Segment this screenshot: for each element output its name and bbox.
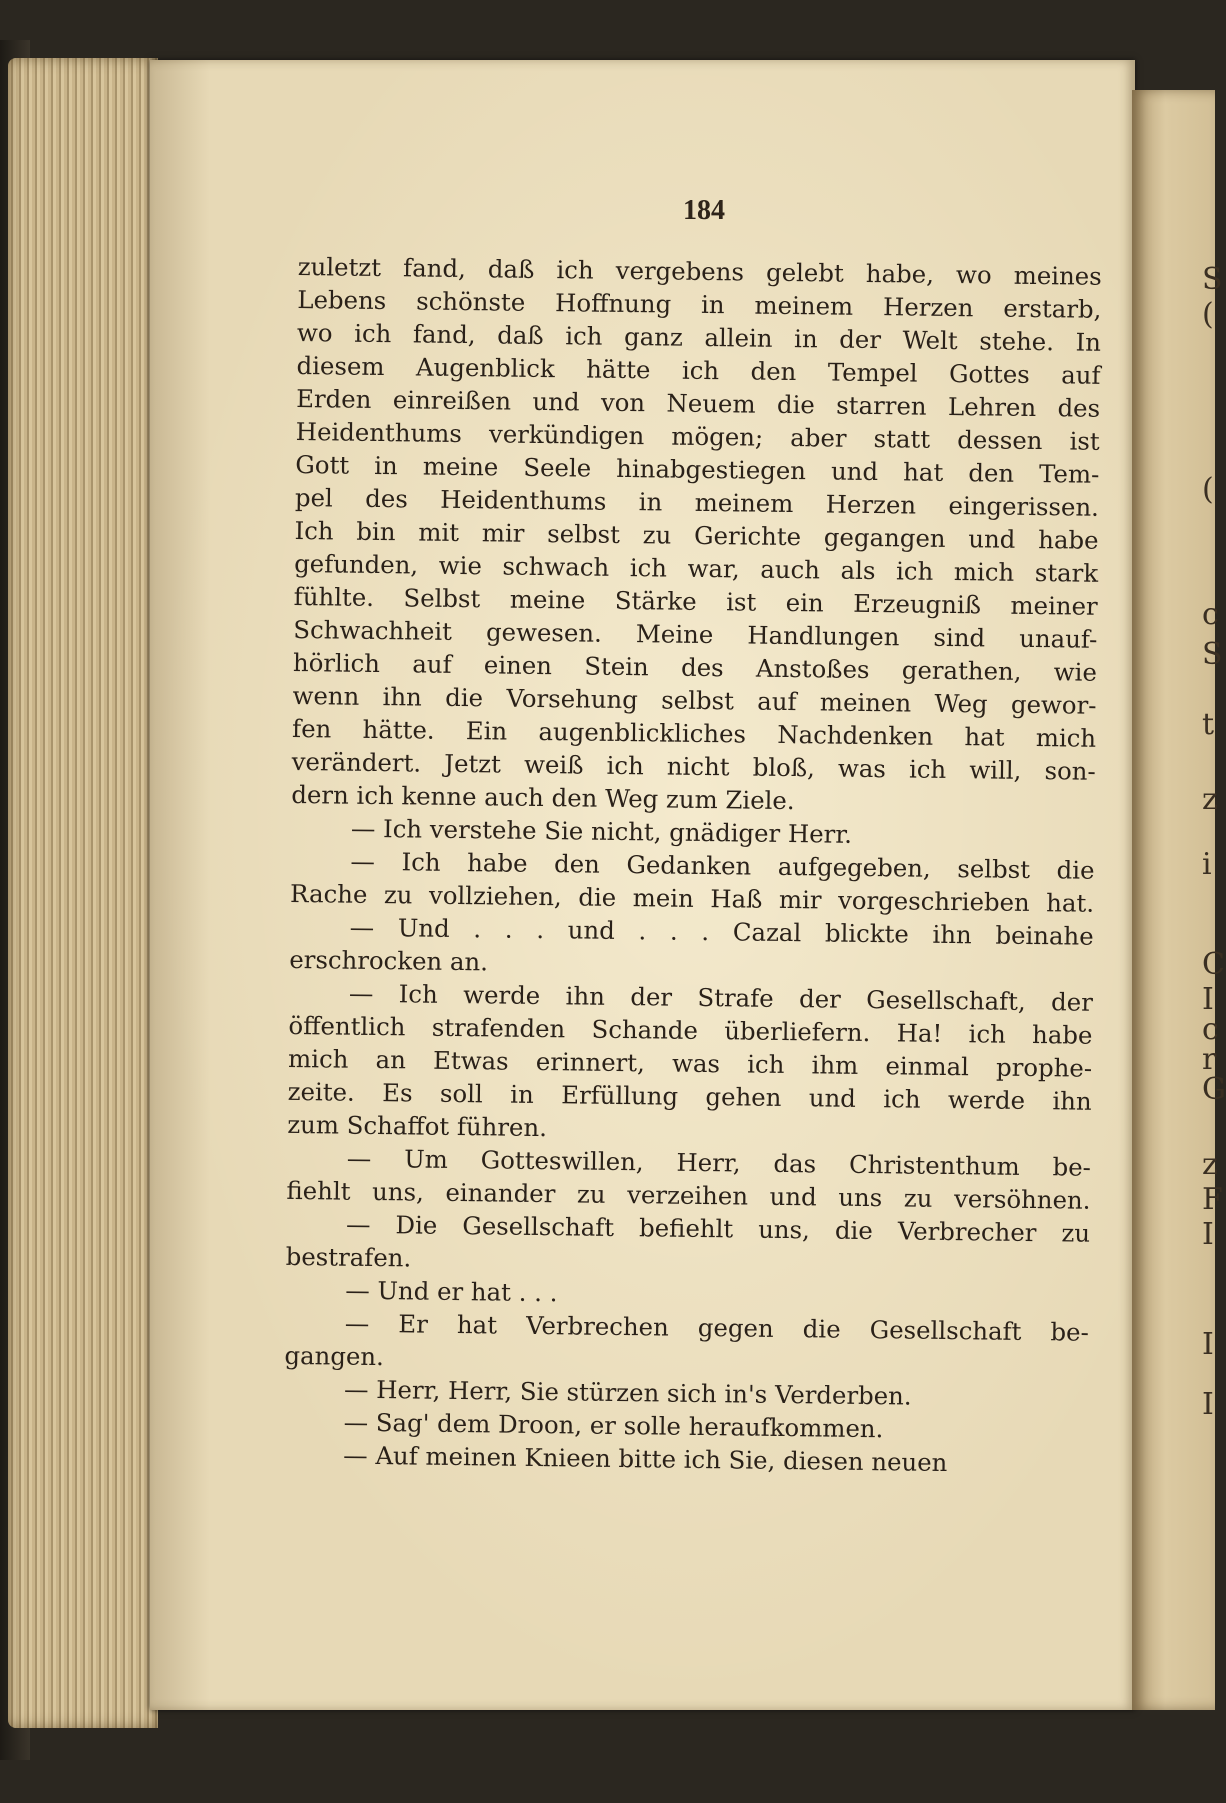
facing-fragment: c xyxy=(1202,597,1219,632)
text-line: hörlich auf einen Stein des Anstoßes gerathen, wie xyxy=(292,647,1098,687)
text-line: zuletzt fand, daß ich vergebens gelebt habe, wo meines xyxy=(297,251,1102,291)
text-line: Lebens schönste Hoffnung in meinem Herzen erstarb, xyxy=(297,284,1102,324)
text-line: wenn ihn die Vorsehung selbst auf meinen Weg gewor- xyxy=(292,680,1097,720)
text-line: fiehlt uns, einander zu verzeihen und uns zu versöhnen. xyxy=(286,1175,1091,1215)
facing-fragment: c xyxy=(1202,1012,1219,1047)
facing-fragment: S xyxy=(1202,637,1223,672)
facing-fragment: t xyxy=(1202,707,1215,742)
text-line: gefunden, wie schwach ich war, auch als ich mich stark xyxy=(293,548,1099,588)
text-line: Heidenthums verkündigen mögen; aber statt dessen ist xyxy=(295,416,1100,456)
text-line: fen hätte. Ein augenblickliches Nachdenken hat mich xyxy=(291,713,1097,753)
text-line: öffentlich strafenden Schande überliefern. Ha! ich habe xyxy=(288,1010,1093,1050)
dialogue-line: — Um Gotteswillen, Herr, das Christenthum be- xyxy=(346,1143,1092,1182)
facing-page-edge xyxy=(1132,90,1226,1710)
text-line: erschrocken an. xyxy=(289,944,489,977)
text-line: gangen. xyxy=(284,1340,385,1372)
facing-fragment: ( xyxy=(1202,472,1214,507)
dialogue-line: — Er hat Verbrechen gegen die Gesellschaft be- xyxy=(344,1308,1090,1347)
text-line: dern ich kenne auch den Weg zum Ziele. xyxy=(291,779,795,816)
text-line: pel des Heidenthums in meinem Herzen eingerissen. xyxy=(294,482,1100,522)
facing-fragment: G xyxy=(1202,1072,1226,1107)
text-line: verändert. Jetzt weiß ich nicht bloß, was ich will, son- xyxy=(291,746,1096,786)
dialogue-line: — Herr, Herr, Sie stürzen sich in's Verderben. xyxy=(343,1374,912,1411)
text-line: wo ich fand, daß ich ganz allein in der Welt stehe. In xyxy=(296,317,1102,357)
text-line: mich an Etwas erinnert, was ich ihm einmal prophe- xyxy=(287,1043,1093,1083)
page-number: 184 xyxy=(683,195,725,226)
text-line: zum Schaffot führen. xyxy=(287,1109,548,1143)
text-line: Gott in meine Seele hinabgestiegen und hat den Tem- xyxy=(295,449,1100,489)
facing-fragment: I xyxy=(1202,1387,1214,1422)
body-text xyxy=(283,250,1102,1481)
dialogue-line: — Ich verstehe Sie nicht, gnädiger Herr. xyxy=(350,813,853,849)
dialogue-line: — Und er hat . . . xyxy=(345,1275,558,1308)
facing-fragment: F xyxy=(1202,1182,1223,1217)
facing-fragment: i xyxy=(1202,847,1212,882)
text-line: zeite. Es soll in Erfüllung gehen und ich werde ihn xyxy=(287,1076,1092,1116)
text-line: Schwachheit gewesen. Meine Handlungen sind unauf- xyxy=(293,614,1098,654)
facing-fragment: z xyxy=(1202,782,1218,817)
dialogue-line: — Auf meinen Knieen bitte ich Sie, diesen neuen xyxy=(343,1440,948,1478)
text-line: Rache zu vollziehen, die mein Haß mir vorgeschrieben hat. xyxy=(289,878,1095,918)
facing-fragment: C xyxy=(1202,947,1225,982)
text-line: bestrafen. xyxy=(285,1241,412,1273)
dialogue-line: — Sag' dem Droon, er solle heraufkommen. xyxy=(343,1407,884,1444)
facing-fragment: z xyxy=(1202,1147,1218,1182)
facing-fragment: I xyxy=(1202,982,1214,1017)
facing-fragment: S xyxy=(1202,262,1223,297)
dialogue-line: — Ich habe den Gedanken aufgegeben, selbst die xyxy=(350,846,1095,885)
facing-fragment: I xyxy=(1202,1217,1214,1252)
dialogue-line: — Ich werde ihn der Strafe der Gesellschaft, der xyxy=(348,978,1094,1017)
text-line: fühlte. Selbst meine Stärke ist ein Erzeugniß meiner xyxy=(293,581,1098,621)
facing-fragment: r xyxy=(1202,1042,1217,1077)
facing-fragment: I xyxy=(1202,1327,1214,1362)
text-line: Erden einreißen und von Neuem die starren Lehren des xyxy=(296,383,1101,423)
facing-fragment: ( xyxy=(1202,297,1214,332)
text-line: Ich bin mit mir selbst zu Gerichte gegangen und habe xyxy=(294,515,1099,555)
dialogue-line: — Und . . . und . . . Cazal blickte ihn beinahe xyxy=(349,912,1094,951)
dialogue-line: — Die Gesellschaft befiehlt uns, die Verbrecher zu xyxy=(345,1209,1091,1248)
text-line: diesem Augenblick hätte ich den Tempel Gottes auf xyxy=(296,350,1101,390)
page-stack-edges xyxy=(8,58,158,1728)
